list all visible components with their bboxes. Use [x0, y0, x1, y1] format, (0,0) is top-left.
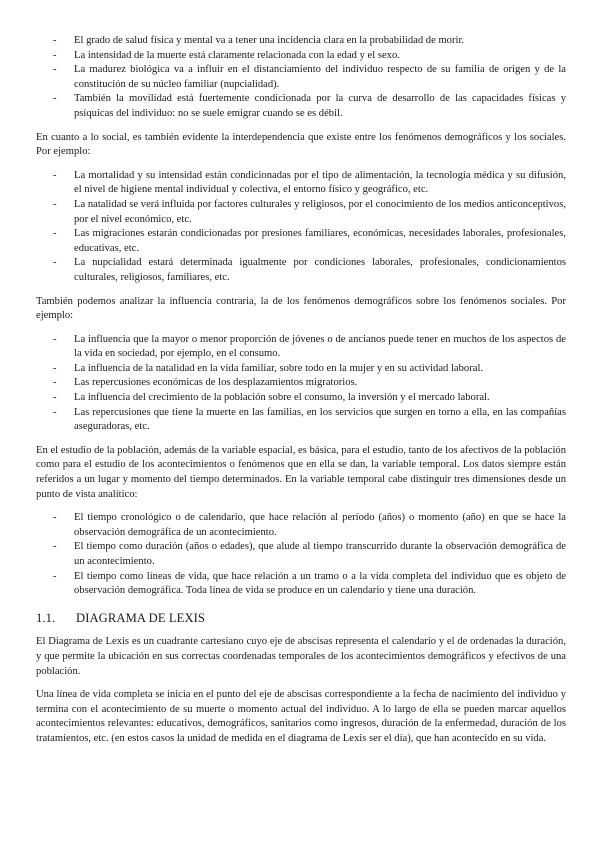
dash-bullet: - — [53, 228, 57, 240]
list-item: - La influencia que la mayor o menor proporción de jóvenes o de ancianos puede tener en muchos de los aspectos de la vida en sociedad, por ejemplo, en el consumo. — [53, 333, 566, 360]
dash-bullet: - — [53, 169, 57, 181]
list-item: - El grado de salud física y mental va a tener una incidencia clara en la probabilidad de morir. — [36, 34, 566, 49]
list-item: - La intensidad de la muerte está claramente relacionada con la edad y el sexo. — [36, 49, 566, 64]
list-item: - También la movilidad está fuertemente condicionada por la curva de desarrollo de las capacidades físicas y psíquicas del individuo: no se suele emigrar cuando se es débil. — [53, 93, 566, 119]
social-paragraph: En cuanto a lo social, es también evidente la interdependencia que existe entre los fenómenos demográficos y los sociales. Por ejemplo: — [36, 131, 566, 158]
list-item: - Las repercusiones que tiene la muerte en las familias, en los servicios que surgen en torno a ella, en las compañías aseguradoras, etc. — [53, 406, 566, 433]
list-item: - La influencia de la natalidad en la vida familiar, sobre todo en la mujer y en su actividad laboral. — [36, 362, 566, 377]
dash-bullet: - — [53, 377, 57, 389]
dash-bullet: - — [53, 362, 57, 374]
list-item: - Las migraciones estarán condicionadas por presiones familiares, económicas, necesidades laborales, profesionales, educativas, etc. — [53, 228, 566, 254]
dash-bullet: - — [53, 257, 57, 269]
lexis-paragraph-1: El Diagrama de Lexis es un cuadrante cartesiano cuyo eje de abscisas representa el calendario y el de ordenadas la duración, y que permite la ubicación en sus correctas coordenadas temporales de los acontecimientos demográficos y efectivos de una población. — [36, 636, 566, 677]
dash-bullet: - — [53, 392, 57, 404]
section-number: 1.1. — [36, 610, 56, 625]
list-item: - La madurez biológica va a influir en el distanciamiento del individuo respecto de su familia de origen y de la constitución de su núcleo familiar (nupcialidad). — [53, 64, 566, 90]
contrary-list — [36, 333, 566, 435]
list-item: - La nupcialidad estará determinada igualmente por condiciones laborales, profesionales, condicionamientos culturales, religiosos, familiares, etc. — [53, 257, 566, 283]
social-list — [36, 169, 566, 286]
dash-bullet: - — [53, 570, 57, 582]
dash-bullet: - — [53, 93, 57, 105]
dash-bullet: - — [53, 64, 57, 76]
list-item: - El tiempo cronológico o de calendario, que hace relación al período (años) o momento (año) en que se hace la observación demográfica de un acontecimiento. — [53, 512, 566, 538]
dash-bullet: - — [53, 35, 57, 46]
dash-bullet: - — [53, 198, 57, 210]
list-item: - El tiempo como líneas de vida, que hace relación a un tramo o a la vida completa del individuo que es objeto de observación demográfica. Toda línea de vida se produce en un calendario y tiene una duración. — [53, 570, 566, 597]
list-item: - La influencia del crecimiento de la población sobre el consumo, la inversión y el mercado laboral. — [36, 391, 566, 406]
list-item: - La natalidad se verá influida por factores culturales y religiosos, por el conocimiento de los medios anticonceptivos, por el nivel económico, etc. — [53, 198, 566, 225]
dash-bullet: - — [53, 406, 57, 418]
dash-bullet: - — [53, 541, 57, 553]
dash-bullet: - — [53, 49, 57, 61]
section-title: DIAGRAMA DE LEXIS — [76, 610, 206, 625]
spatial-paragraph: En el estudio de la población, además de la variable espacial, es básica, para el estudio, tanto de los afectivos de la población como para el estudio de los acontecimientos o fenómenos que en ella se dan, la variable temporal. Los datos siempre están referidos a un lugar y momento del tiempo determinados. En la variable temporal cabe distinguir tres dimensiones desde un punto de vista analítico: — [36, 444, 566, 500]
time-list — [36, 511, 566, 599]
list-item: - La mortalidad y su intensidad están condicionadas por el tipo de alimentación, la tecnología médica y su difusión, el nivel de higiene mental individual y colectiva, el entorno físico y geográfico, etc. — [53, 169, 566, 196]
intro-list — [36, 34, 566, 122]
dash-bullet: - — [53, 512, 57, 524]
lexis-paragraph-2: Una línea de vida completa se inicia en el punto del eje de abscisas correspondiente a la fecha de nacimiento del individuo y termina con el acontecimiento de su muerte o momento actual del individuo. A lo largo de ella se pueden marcar aquellos acontecimientos relevantes: educativos, demográficos, sanitarios como ingresos, duración de la enfermedad, duración de los tratamientos, etc. (en estos casos la unidad de medida en el diagrama de Lexis ser el día), que han acontecido en su vida. — [36, 689, 566, 744]
list-item: - Las repercusiones económicas de los desplazamientos migratorios. — [36, 376, 566, 391]
section-heading — [36, 611, 566, 626]
dash-bullet: - — [53, 333, 57, 345]
contrary-paragraph: También podemos analizar la influencia contraria, la de los fenómenos demográficos sobre los fenómenos sociales. Por ejemplo: — [36, 295, 566, 322]
list-item: - El tiempo como duración (años o edades), que alude al tiempo transcurrido durante la observación demográfica de un acontecimiento. — [53, 541, 566, 567]
